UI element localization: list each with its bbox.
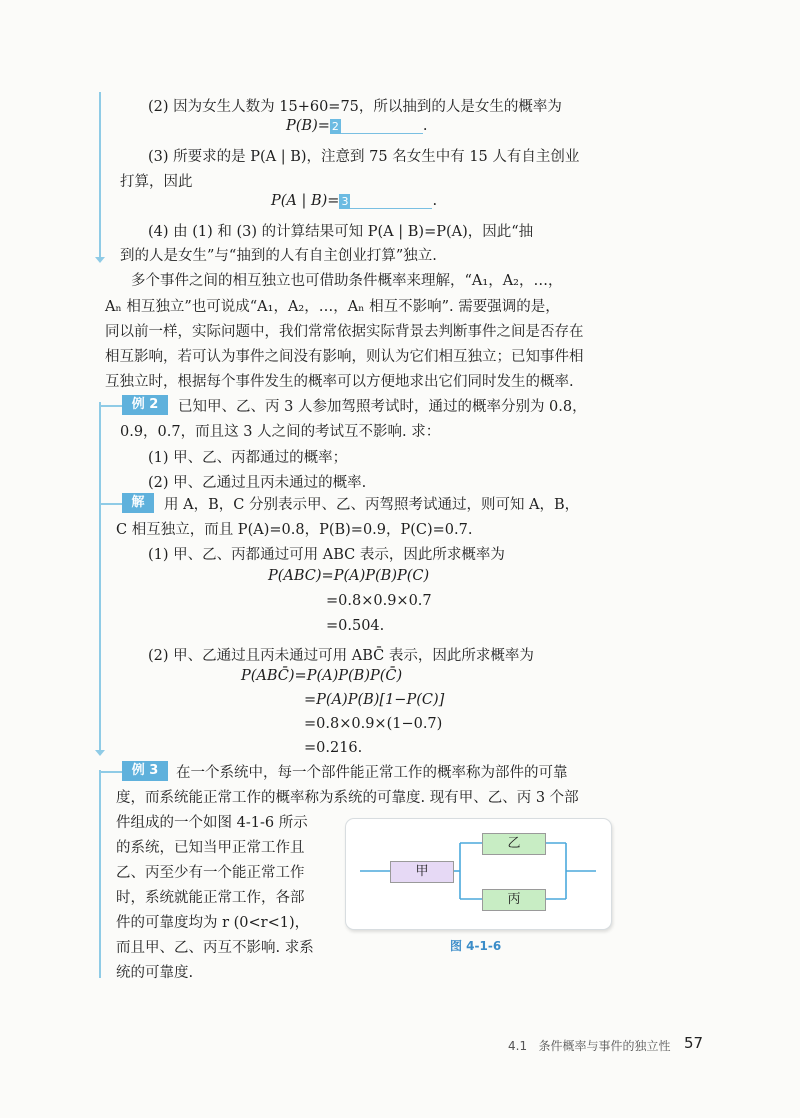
solution-s1-eq2: =0.8×0.9×0.7 <box>326 593 432 609</box>
example3-line4: 的系统，已知当甲正常工作且 <box>116 840 305 856</box>
solution-bar-1 <box>99 92 101 257</box>
paragraph-line3: 同以前一样，实际问题中，我们常常依据实际背景去判断事件之间是否存在 <box>105 324 584 340</box>
formula-p-a-given-b <box>271 193 437 209</box>
solution-bar-1-arrow <box>95 257 105 263</box>
example2-q2: (2) 甲、乙通过且丙未通过的概率. <box>148 475 367 491</box>
solution-bar-2-arrow <box>95 750 105 756</box>
figure-circuit <box>345 818 612 930</box>
blank-number-2[interactable]: 2 <box>331 119 339 133</box>
solution-s1-eq1: P(ABC)=P(A)P(B)P(C) <box>268 568 430 584</box>
example3-tag-rule <box>100 771 122 773</box>
example3-line8: 而且甲、乙、丙互不影响. 求系 <box>116 940 314 956</box>
formula-p-b <box>286 118 428 134</box>
part1-p4-line2: 到的人是女生”与“抽到的人有自主创业打算”独立. <box>120 248 437 264</box>
example2-q1: (1) 甲、乙、丙都通过的概率； <box>148 450 348 466</box>
example2-tag-rule <box>100 405 122 407</box>
example3-line9: 统的可靠度. <box>116 965 194 981</box>
solution-s2-eq2: =P(A)P(B)[1−P(C)] <box>304 692 445 708</box>
part1-p2: (2) 因为女生人数为 15+60=75，所以抽到的人是女生的概率为 <box>148 99 562 115</box>
formula-p-a-given-b-lhs: P(A | B)= <box>271 193 340 209</box>
example2-line1: 已知甲、乙、丙 3 人参加驾照考试时，通过的概率分别为 0.8， <box>178 399 587 415</box>
formula-p-b-lhs: P(B)= <box>286 118 330 134</box>
component-jia: 甲 <box>390 861 454 883</box>
blank-number-3[interactable]: 3 <box>341 194 349 208</box>
paragraph-line5: 互独立时，根据每个事件发生的概率可以方便地求出它们同时发生的概率. <box>105 374 574 390</box>
example3-line2: 度，而系统能正常工作的概率称为系统的可靠度. 现有甲、乙、丙 3 个部 <box>116 790 579 806</box>
solution-tag: 解 <box>122 493 154 513</box>
footer-section-title: 4.1 条件概率与事件的独立性 <box>508 1039 671 1053</box>
page-number: 57 <box>684 1034 704 1052</box>
component-bing: 丙 <box>482 889 546 911</box>
part1-p4-line1: (4) 由 (1) 和 (3) 的计算结果可知 P(A | B)=P(A)，因此“抽 <box>148 224 534 240</box>
example3-line6: 时，系统就能正常工作，各部 <box>116 890 305 906</box>
example3-line3: 件组成的一个如图 4-1-6 所示 <box>116 815 308 831</box>
solution-bar-2 <box>99 402 101 750</box>
solution-line1: 用 A，B，C 分别表示甲、乙、丙驾照考试通过，则可知 A，B， <box>164 497 580 513</box>
component-yi: 乙 <box>482 833 546 855</box>
figure-caption: 图 4-1-6 <box>450 939 502 953</box>
formula-p-b-period: . <box>422 118 428 134</box>
example2-line2: 0.9，0.7，而且这 3 人之间的考试互不影响. 求： <box>120 424 441 440</box>
paragraph-line2: Aₙ 相互独立”也可说成“A₁，A₂，…，Aₙ 相互不影响”. 需要强调的是， <box>105 299 560 315</box>
circuit-wires <box>346 819 611 929</box>
paragraph-line1: 多个事件之间的相互独立也可借助条件概率来理解，“A₁，A₂，…， <box>131 273 563 289</box>
paragraph-line4: 相互影响，若可认为事件之间没有影响，则认为它们相互独立；已知事件相 <box>105 349 584 365</box>
solution-s2: (2) 甲、乙通过且丙未通过可用 ABC̄ 表示，因此所求概率为 <box>148 648 534 664</box>
example3-line5: 乙、丙至少有一个能正常工作 <box>116 865 305 881</box>
formula-p-a-given-b-period: . <box>432 193 438 209</box>
example3-line7: 件的可靠度均为 r (0<r<1)， <box>116 915 310 931</box>
example2-tag: 例 2 <box>122 395 168 415</box>
example3-line1: 在一个系统中，每一个部件能正常工作的概率称为部件的可靠 <box>176 765 568 781</box>
solution-s2-eq3: =0.8×0.9×(1−0.7) <box>304 716 443 732</box>
solution-s1: (1) 甲、乙、丙都通过可用 ABC 表示，因此所求概率为 <box>148 547 505 563</box>
example3-tag: 例 3 <box>122 761 168 781</box>
example3-bar <box>99 770 101 978</box>
solution-line2: C 相互独立，而且 P(A)=0.8，P(B)=0.9，P(C)=0.7. <box>116 522 473 538</box>
part1-p3-line1: (3) 所要求的是 P(A | B)，注意到 75 名女生中有 15 人有自主创业 <box>148 149 580 165</box>
part1-p3-line2: 打算，因此 <box>120 174 193 190</box>
solution-tag-rule <box>100 503 122 505</box>
blank-3-line[interactable] <box>350 194 432 209</box>
solution-s2-eq1: P(ABC̄)=P(A)P(B)P(C̄) <box>241 668 403 684</box>
solution-s1-eq3: =0.504. <box>326 618 385 634</box>
solution-s2-eq4: =0.216. <box>304 740 363 756</box>
blank-2-line[interactable] <box>341 119 423 134</box>
